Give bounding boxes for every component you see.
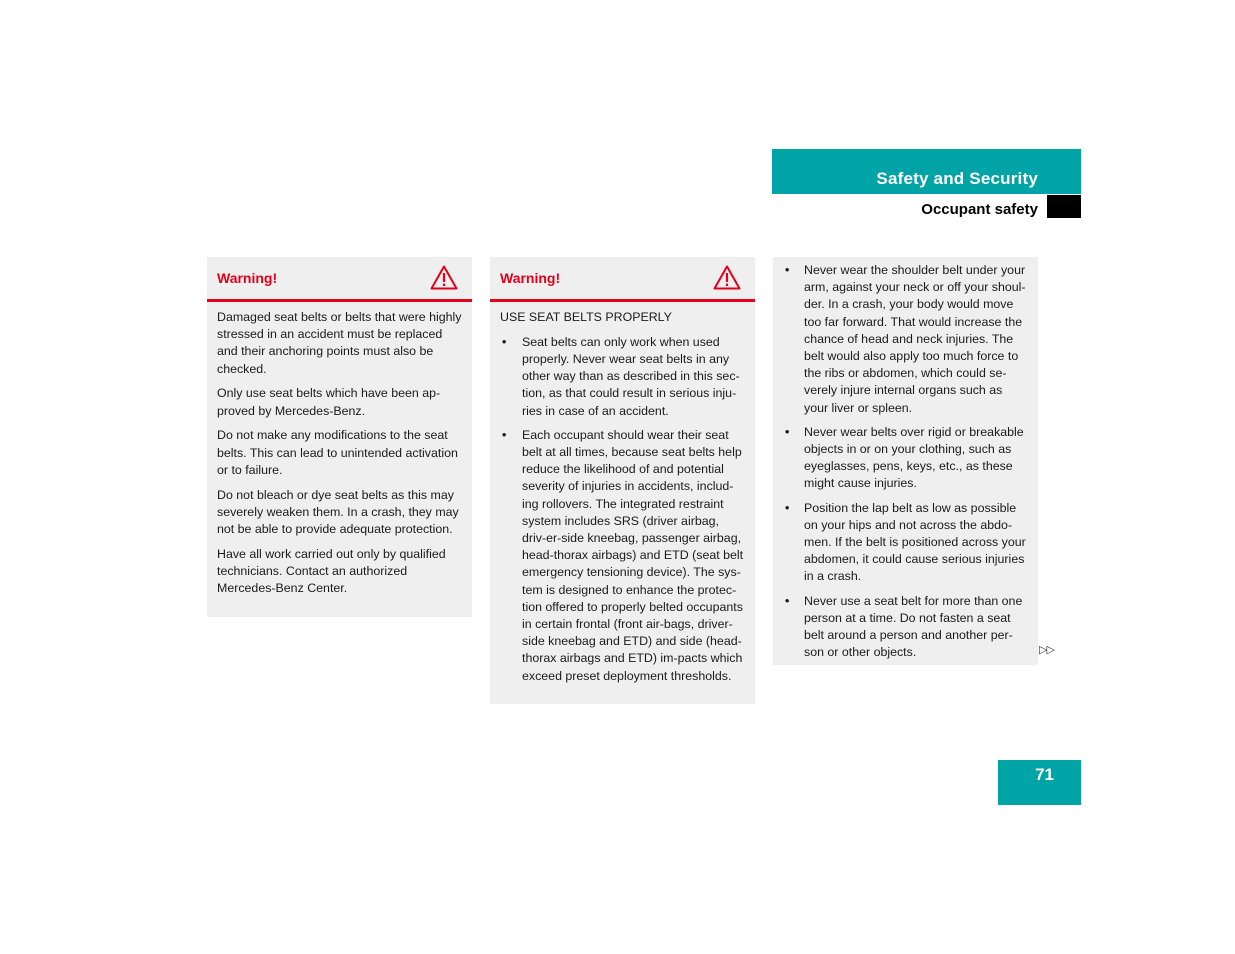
bullet-icon: • [785,424,790,439]
list-item [500,427,745,685]
warning-header [207,257,472,302]
list-item-text: Position the lap belt as low as possible on your hips and not across the abdo-men. If the belt is positioned across your abdomen, it could cause serious injuries in a crash. [804,500,1026,584]
list-item [783,262,1028,417]
warning-paragraph: Do not make any modifications to the seat belts. This can lead to unintended activation or to failure. [217,428,458,477]
info-box-3 [773,257,1038,665]
subsection-title: Occupant safety [921,201,1038,218]
section-title: Safety and Security [876,169,1038,188]
info-body [773,257,1038,669]
warning-triangle-icon [713,265,741,290]
warning-paragraph: Do not bleach or dye seat belts as this may severely weaken them. In a crash, they may not be able to provide adequate protection. [217,487,459,537]
warning-label: Warning! [500,270,561,286]
bullet-icon: • [785,500,790,515]
list-item-text: Never wear belts over rigid or breakable objects in or on your clothing, such as eyeglasses, pens, keys, etc., as these might cause injuries. [804,424,1024,491]
warning-label: Warning! [217,270,278,286]
warning-paragraph: Have all work carried out only by qualified technicians. Contact an authorized Mercedes-Benz Center. [217,546,446,596]
bullet-icon: • [502,334,507,349]
list-item-text: Each occupant should wear their seat belt at all times, because seat belts help reduce the likelihood of and potential severity of injuries in accidents, includ-ing rollovers. The integrated restraint system includes SRS (driver airbag, driv-er-side kneebag, passenger airbag, head-thorax airbags) and ETD (seat belt emergency tensioning device). The sys-tem is designed to enhance the protec-tion offered to properly belted occupants in certain frontal (front air-bags, driver-side kneebag and ETD) and side (head-thorax airbags and ETD) im-pacts which exceed preset deployment thresholds. [522,427,744,683]
list-item [783,593,1028,662]
warning-body [207,302,472,605]
bullet-icon: • [502,427,507,442]
bullet-icon: • [785,263,790,277]
page-number: 71 [1035,765,1054,784]
warning-box-1 [207,257,472,617]
section-header-band [772,149,1081,194]
list-item [783,500,1028,586]
warning-box-2 [490,257,755,704]
warning-body [490,302,755,693]
list-item [783,424,1028,493]
warning-heading: USE SEAT BELTS PROPERLY [500,310,672,324]
page-number-band [998,760,1081,805]
warning-triangle-icon [430,265,458,290]
list-item [500,334,745,420]
bullet-list [783,262,1028,661]
bullet-list [500,334,745,685]
bullet-icon: • [785,593,790,608]
list-item-text: Seat belts can only work when used properly. Never wear seat belts in any other way than as described in this sec-tion, as that could result in serious inju-ries in case of an accident. [522,334,740,418]
list-item-text: Never use a seat belt for more than one person at a time. Do not fasten a seat belt around a person and another per-son or other objects. [804,593,1023,660]
chapter-tab-marker [1047,195,1081,218]
warning-header [490,257,755,302]
warning-paragraph: Only use seat belts which have been ap-proved by Mercedes-Benz. [217,386,441,418]
continue-arrows-icon: ▷▷ [1039,644,1054,656]
warning-paragraph: Damaged seat belts or belts that were highly stressed in an accident must be replaced and their anchoring points must also be checked. [217,310,462,376]
list-item-text: Never wear the shoulder belt under your arm, against your neck or off your shoul-der. In a crash, your body would move too far forward. That would increase the chance of head and neck injuries. The belt would also apply too much force to the ribs or abdomen, which could se-verely injure internal organs such as your liver or spleen. [804,263,1026,415]
